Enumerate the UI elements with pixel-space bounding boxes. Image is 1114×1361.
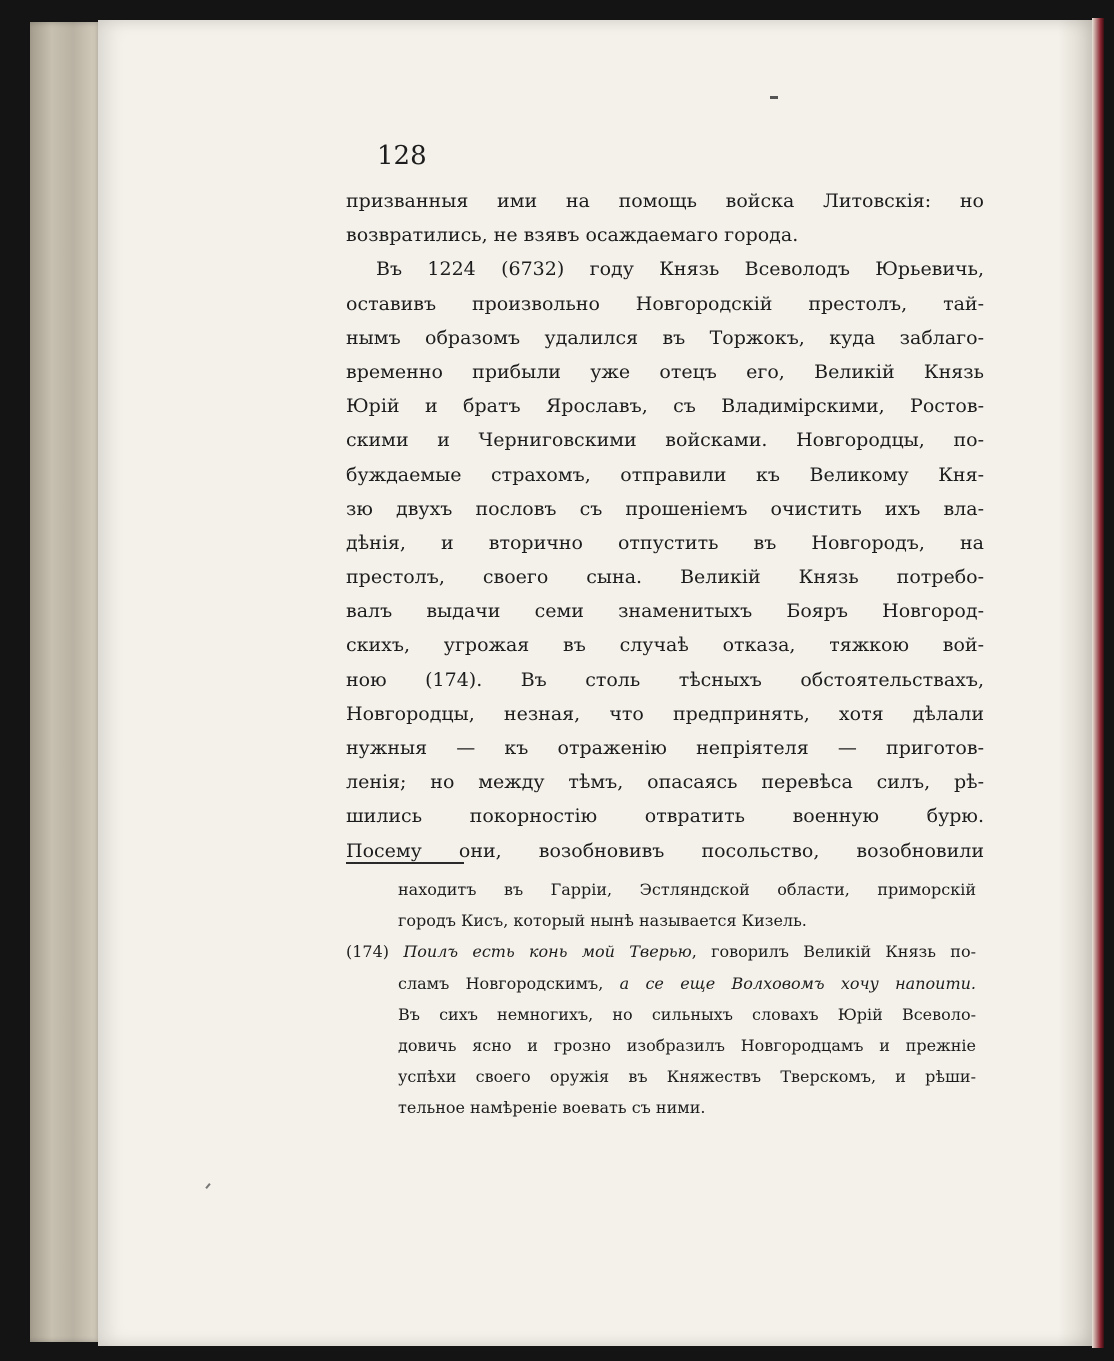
text-line: возвратились, не взявъ осаждаемаго города. — [346, 224, 799, 247]
text-line: нымъ образомъ удалился въ Торжокъ, куда заблаго- — [346, 326, 984, 349]
main-text-block — [346, 184, 984, 868]
text-line: Посему они, возобновивъ посольство, возобновили — [346, 839, 984, 862]
footnote-text: , говорилъ Великій Князь по- — [691, 942, 976, 962]
footnote-174-line-1 — [346, 936, 976, 967]
footnote-line — [346, 905, 976, 936]
text-line: Юрій и братъ Ярославъ, съ Владимірскими, Ростов- — [346, 395, 984, 418]
text-line: ленія; но между тѣмъ, опасаясь перевѣса силъ, рѣ- — [346, 771, 984, 794]
footnote-text: городъ Кисъ, который нынѣ называется Кизель. — [398, 911, 807, 931]
text-line: шились покорностію отвратить военную бурю. — [346, 805, 984, 828]
footnote-line: Въ сихъ немногихъ, но сильныхъ словахъ Юрій Всеволо- — [398, 1004, 976, 1024]
footnote-number: (174) — [346, 942, 390, 962]
footnote-rule — [346, 862, 464, 864]
footnote-line: находитъ въ Гарріи, Эстляндской области, приморскій — [398, 880, 976, 899]
text-line: призванныя ими на помощь войска Литовскія: но — [346, 190, 984, 212]
header-mark — [770, 96, 778, 99]
text-line: валъ выдачи семи знаменитыхъ Бояръ Новгород- — [346, 600, 984, 623]
footnote-quote: Поилъ есть конь мой Тверью — [403, 942, 692, 962]
text-line: ною (174). Въ столь тѣсныхъ обстоятельствахъ, — [346, 668, 984, 691]
text-line: престолъ, своего сына. Великій Князь потребо- — [346, 566, 984, 589]
text-line: временно прибыли уже отецъ его, Великій Князь — [346, 360, 984, 383]
footnote-line: успѣхи своего оружія въ Княжествъ Тверскомъ, и рѣши- — [398, 1067, 976, 1087]
footnote-quote: а се еще Волховомъ хочу напоити. — [619, 973, 977, 993]
page-fold-shadow — [1058, 20, 1092, 1346]
text-line: нужныя — къ отраженію непріятеля — приготов- — [346, 737, 984, 759]
text-line: скими и Черниговскими войсками. Новгородцы, по- — [346, 429, 984, 452]
text-line: зю двухъ пословъ съ прошеніемъ очистить ихъ вла- — [346, 497, 984, 520]
text-line: дѣнія, и вторично отпустить въ Новгородъ, на — [346, 531, 984, 554]
text-line: оставивъ произвольно Новгородскій престолъ, тай- — [346, 292, 984, 315]
footnotes-block — [346, 874, 976, 1124]
text-line: буждаемые страхомъ, отправили къ Великому Кня- — [346, 463, 984, 486]
footnote-text: сламъ Новгородскимъ, — [398, 973, 604, 993]
book-cover-edge — [1092, 18, 1104, 1348]
text-line: скихъ, угрожая въ случаѣ отказа, тяжкою вой- — [346, 634, 984, 657]
book-page-edges — [30, 22, 102, 1342]
footnote-line: довичь ясно и грозно изобразилъ Новгородцамъ и прежніе — [398, 1035, 976, 1055]
text-line: Новгородцы, незная, что предпринять, хотя дѣлали — [346, 702, 984, 725]
page-number: 128 — [377, 141, 427, 171]
footnote-174-line-2 — [346, 968, 976, 999]
text-line: Въ 1224 (6732) году Князь Всеволодъ Юрьевичь, — [376, 258, 984, 281]
footnote-line: тельное намѣреніе воевать съ ними. — [398, 1098, 706, 1118]
